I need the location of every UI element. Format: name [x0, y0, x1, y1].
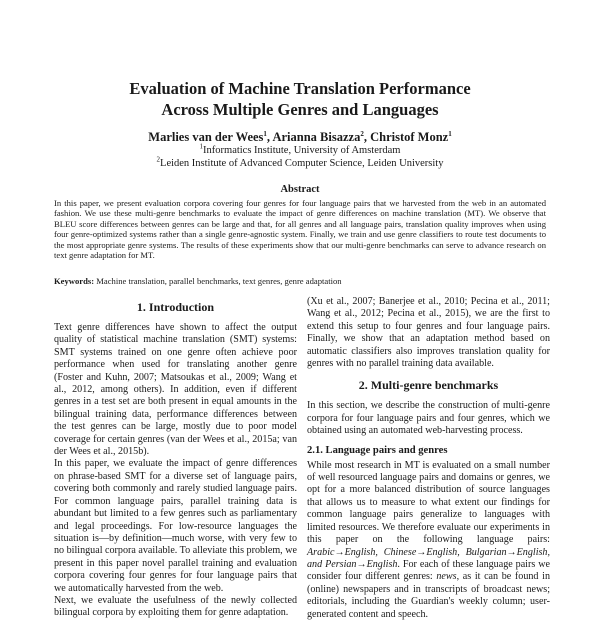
right-column	[307, 296, 550, 621]
affiliation-list	[60, 142, 540, 170]
language-pairs-list: Arabic→English, Chinese→English, Bulgarian→English, and Persian→English	[307, 546, 550, 570]
language-pairs-paragraph: While most research in MT is evaluated on a small number of well resourced language pairs and domains or genres, we opt for a more balanced distribution of source languages that allows us to measure to what extent our findings for common language pairs generalize to languages with limited resources. We therefore evaluate our experiments in this paper on the following language pairs: Arabic→English, Chinese→English, Bulgarian→English, and Persian→English. For each of these language pairs we consider four different genres: news, as it can be found in (online) newspapers and in transcripts of broadcast news; editorials, including the Guardian's weekly column; user-generated content and speech.	[307, 459, 550, 620]
affiliation-1: $^1$Informatics Institute, University of Amsterdam	[199, 142, 401, 156]
left-column	[54, 296, 297, 620]
intro-paragraph-1: Text genre differences have shown to affect the output quality of statistical machine translation (SMT) systems: SMT systems trained on one genre often achieve poor performance when used for translating another genre (Foster and Kuhn, 2007; Matsoukas et al., 2009; Wang et al., 2012, among others). In addition, even if different genres in a test set are both present in equal amounts in the bilingual training data, performance differences between the test genres can be large, mostly due to poor model coverage for certain genres (van der Wees et al., 2015a; van der Wees et al., 2015b).	[54, 322, 297, 458]
author-2: Arianna Bisazza$^2$	[272, 129, 364, 144]
paper-title	[60, 78, 540, 120]
genre-news: news	[436, 571, 457, 583]
affiliation-2: $^2$Leiden Institute of Advanced Computer Science, Leiden University	[156, 155, 444, 169]
section-heading-introduction: 1. Introduction	[136, 300, 215, 314]
subsection-heading-language-pairs: 2.1. Language pairs and genres	[307, 444, 448, 456]
title-line-2: Across Multiple Genres and Languages	[161, 100, 439, 119]
keywords	[54, 276, 546, 286]
abstract-heading: Abstract	[280, 184, 320, 195]
benchmarks-paragraph: In this section, we describe the construction of multi-genre corpora for four language pairs and four genres, which we obtained using an automated web-harvesting process.	[307, 400, 550, 437]
author-list: Marlies van der Wees$^1$, Arianna Bisazza$^2$, Christof Monz$^1$	[148, 129, 452, 144]
author-3: Christof Monz$^1$	[370, 129, 452, 144]
intro-paragraph-2: In this paper, we evaluate the impact of genre differences on phrase-based SMT for a diverse set of language pairs, covering both commonly and rarely studied language pairs. For common language pairs, parallel training data is abundant but limited to a few genres such as parliamentary and legal proceedings. For low-resource languages the situation is—by definition—much worse, with very few to no bilingual corpora available. To alleviate this problem, we present in this paper novel parallel training and evaluation corpora covering four genres for four language pairs that we automatically harvested from the web.	[54, 458, 297, 594]
keywords-label: Keywords:	[54, 276, 95, 286]
author-1: Marlies van der Wees$^1$	[148, 129, 267, 144]
intro-continued-paragraph: (Xu et al., 2007; Banerjee et al., 2010; Pecina et al., 2011; Wang et al., 2012; Pecina et al., 2015), we are the first to extend this setup to four genres and four language pairs. Finally, we show that an adaptation method based on automatic classifiers also improves translation quality for genres with no parallel training data available.	[307, 296, 550, 370]
intro-paragraph-3: Next, we evaluate the usefulness of the newly collected bilingual corpora by exploiting them for genre adaptation.	[54, 594, 297, 619]
abstract-text: In this paper, we present evaluation corpora covering four genres for four language pairs that we harvested from the web in an automated fashion. We use these multi-genre benchmarks to evaluate the impact of genre differences on machine translation (MT). We observe that BLEU score differences between genres can be large and that, for all genres and all language pairs, translation quality improves when using four genre-optimized systems rather than a single genre-agnostic system. Finally, we train and use genre classifiers to route test documents to the most appropriate genre systems. The results of these experiments show that our multi-genre benchmarks can serve to advance research on text genre adaptation for MT.	[54, 198, 546, 261]
keywords-text: Machine translation, parallel benchmarks, text genres, genre adaptation	[94, 276, 342, 286]
section-heading-benchmarks: 2. Multi-genre benchmarks	[358, 378, 499, 393]
title-line-1: Evaluation of Machine Translation Performance	[129, 79, 471, 98]
